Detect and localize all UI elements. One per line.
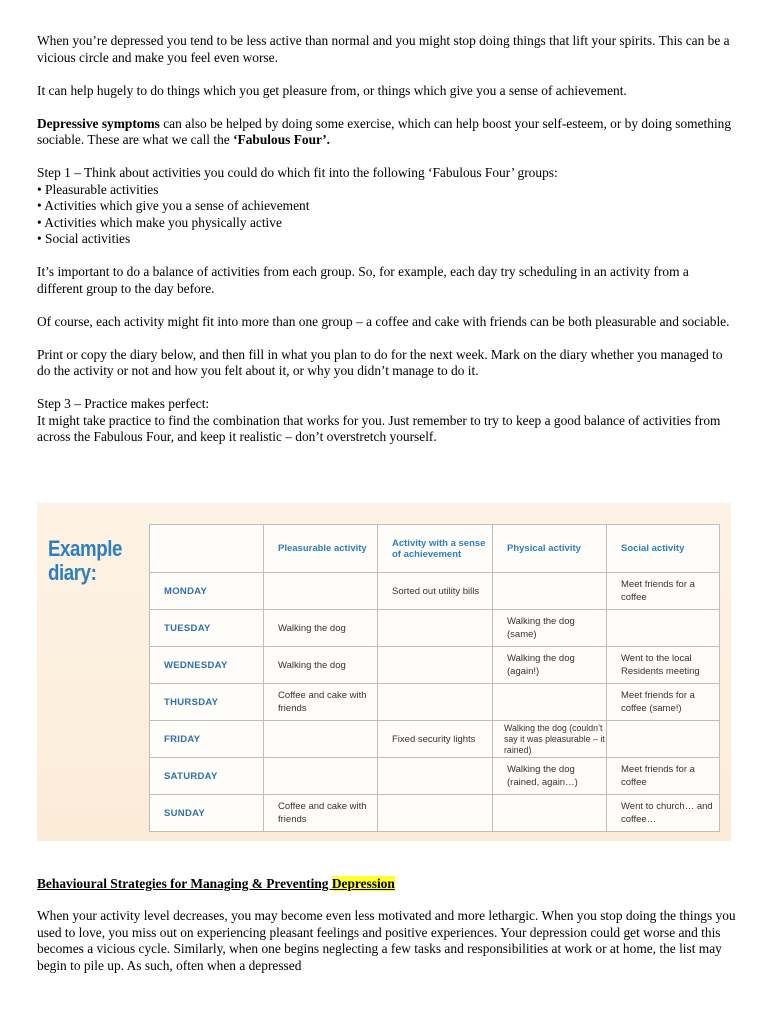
diary-title-line-1: Example: [48, 536, 122, 561]
table-cell: [607, 610, 720, 647]
day-label: SATURDAY: [150, 758, 264, 795]
intro-paragraph-3-text: can also be helped by doing some exercise, which can help boost your self-esteem, or by doing something sociable. These are what we call the: [37, 115, 732, 147]
balance-paragraph-line-1: It’s important to do a balance of activities from each group. So, for example, each day try scheduling in an activity from a: [37, 264, 689, 279]
table-row: [150, 573, 720, 610]
table-cell: [607, 721, 720, 758]
table-cell: Walking the dog (again!): [493, 647, 607, 684]
intro-paragraph-2: It can help hugely to do things which you get pleasure from, or things which give you a sense of achievement.: [37, 82, 627, 98]
day-label: THURSDAY: [150, 684, 264, 721]
header-social: Social activity: [607, 525, 720, 573]
table-cell: Meet friends for a coffee: [607, 573, 720, 610]
table-cell: Meet friends for a coffee: [607, 758, 720, 795]
bullet-item: • Social activities: [37, 231, 131, 246]
header-achievement: Activity with a sense of achievement: [378, 525, 493, 573]
table-cell: [493, 684, 607, 721]
day-label: TUESDAY: [150, 610, 264, 647]
table-cell: [378, 795, 493, 832]
table-cell: [264, 573, 378, 610]
table-cell: [378, 684, 493, 721]
section-paragraph: When your activity level decreases, you may become even less motivated and more lethargic. When you stop doing the things you used to love, you miss out on experiencing pleasant feelings and positive experiences. Your depression could get worse and this becomes a vicious cycle. Similarly, when one begins neglecting a few tasks and responsibilities at work or at home, the list may begin to pile up. As such, often when a depressed: [37, 908, 736, 973]
overlap-paragraph: Of course, each activity might fit into more than one group – a coffee and cake with friends can be both pleasurable and sociable.: [37, 313, 730, 329]
table-cell: Walking the dog (couldn’t say it was pleasurable – it rained): [493, 721, 607, 758]
table-cell: Meet friends for a coffee (same!): [607, 684, 720, 721]
bullet-item: • Activities which give you a sense of achievement: [37, 198, 310, 213]
print-diary-paragraph: Print or copy the diary below, and then fill in what you plan to do for the next week. Mark on the diary whether you managed to do the activity or not and how you felt about it, or why you didn’t manage to do it.: [37, 346, 723, 378]
table-cell: Walking the dog: [264, 610, 378, 647]
diary-title: [48, 537, 122, 585]
bullet-item: • Pleasurable activities: [37, 181, 159, 197]
highlighted-word: Depression: [331, 876, 395, 891]
balance-paragraph-line-2: different group to the day before.: [37, 280, 215, 296]
fabulous-four-term: ‘Fabulous Four’.: [233, 132, 331, 147]
day-label: SUNDAY: [150, 795, 264, 832]
intro-paragraph-3: [37, 116, 737, 149]
diary-header-row: [150, 525, 720, 573]
table-row: [150, 647, 720, 684]
diary-table: [149, 524, 720, 832]
table-row: [150, 795, 720, 832]
table-cell: Walking the dog (same): [493, 610, 607, 647]
diary-title-line-2: diary:: [48, 560, 97, 585]
header-physical: Physical activity: [493, 525, 607, 573]
table-cell: Sorted out utility bills: [378, 573, 493, 610]
example-diary-figure: [37, 503, 731, 841]
table-cell: Went to the local Residents meeting: [607, 647, 720, 684]
table-cell: Walking the dog (rained, again…): [493, 758, 607, 795]
table-cell: Coffee and cake with friends: [264, 684, 378, 721]
table-row: [150, 721, 720, 758]
section-heading: [37, 876, 395, 892]
table-row: [150, 610, 720, 647]
step-1-heading: Step 1 – Think about activities you could do which fit into the following ‘Fabulous Four’ groups:: [37, 165, 558, 180]
day-label: MONDAY: [150, 573, 264, 610]
section-heading-text: Behavioural Strategies for Managing & Preventing: [37, 876, 332, 891]
table-cell: [264, 758, 378, 795]
bullet-item: • Activities which make you physically active: [37, 214, 282, 230]
step-3-heading: Step 3 – Practice makes perfect:: [37, 396, 210, 411]
table-cell: Went to church… and coffee…: [607, 795, 720, 832]
header-cell-blank: [150, 525, 264, 573]
table-cell: [378, 610, 493, 647]
table-cell: [493, 573, 607, 610]
table-cell: Coffee and cake with friends: [264, 795, 378, 832]
table-cell: [493, 795, 607, 832]
table-cell: [264, 721, 378, 758]
intro-paragraph-1: When you’re depressed you tend to be less active than normal and you might stop doing things that lift your spirits. This can be a vicious circle and make you feel even worse.: [37, 33, 730, 65]
table-cell: Fixed security lights: [378, 721, 493, 758]
table-cell: [378, 647, 493, 684]
table-cell: Walking the dog: [264, 647, 378, 684]
depressive-symptoms-term: Depressive symptoms: [37, 115, 160, 131]
day-label: WEDNESDAY: [150, 647, 264, 684]
practice-paragraph: It might take practice to find the combination that works for you. Just remember to try to keep a good balance of activities from across the Fabulous Four, and keep it realistic – don’t overstretch yourself.: [37, 412, 721, 444]
header-pleasurable: Pleasurable activity: [264, 525, 378, 573]
day-label: FRIDAY: [150, 721, 264, 758]
document-body: [37, 33, 737, 446]
table-row: [150, 684, 720, 721]
table-row: [150, 758, 720, 795]
table-cell: [378, 758, 493, 795]
